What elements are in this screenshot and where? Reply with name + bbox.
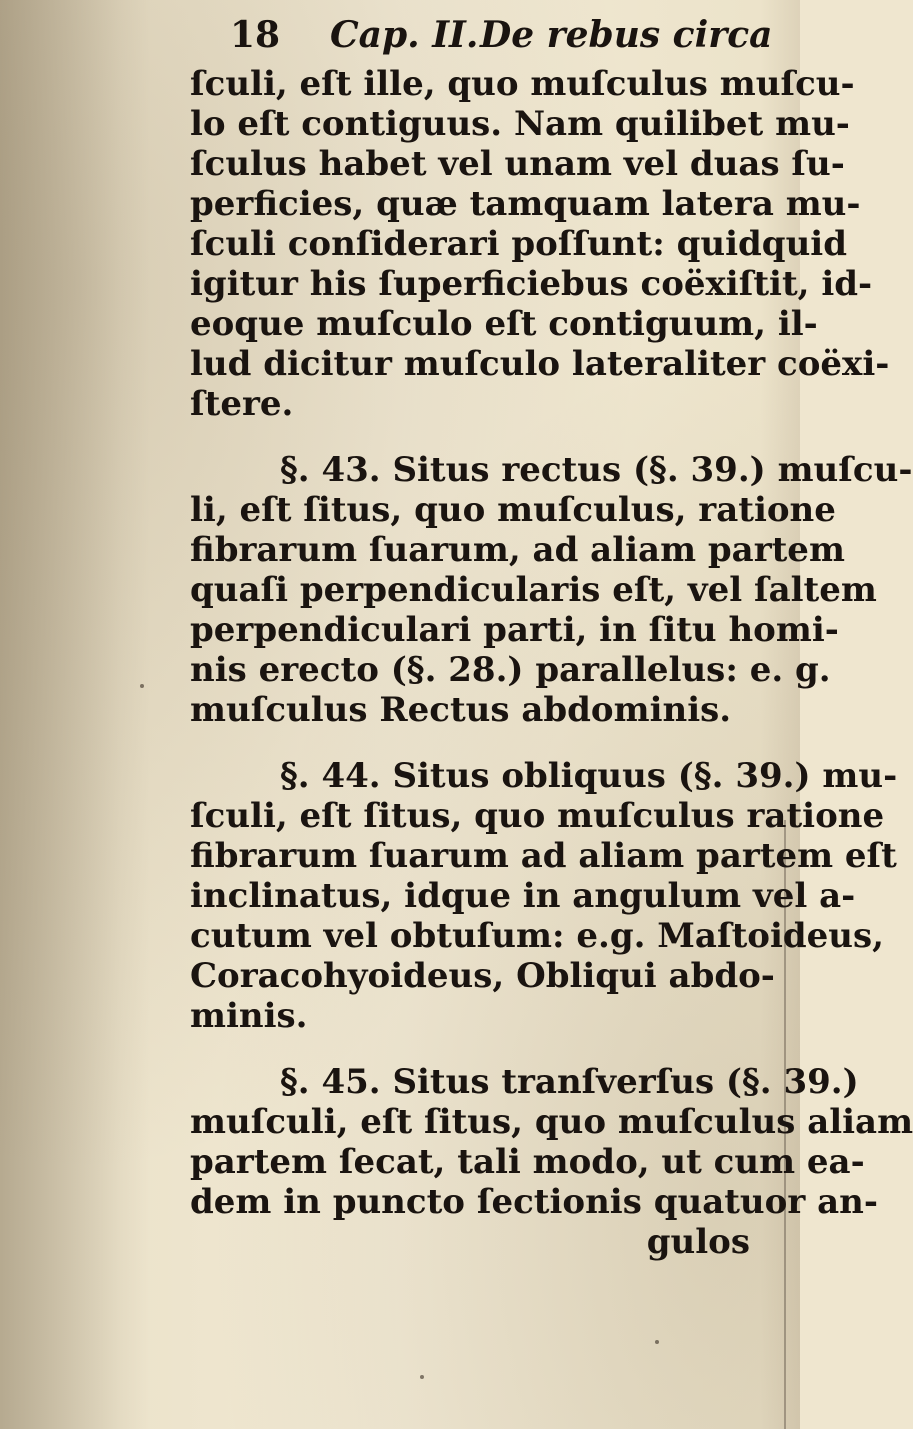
text-line: cutum vel obtuſum: e.g. Maſtoideus, <box>190 916 884 956</box>
chapter-label: Cap. II. <box>330 14 479 56</box>
text-line: muſculi, eſt ſitus, quo muſculus aliam <box>190 1102 913 1142</box>
text-line: li, eſt ſitus, quo muſculus, ratione <box>190 490 836 530</box>
text-line: ſtere. <box>190 384 294 424</box>
section-44-heading: §. 44. Situs obliquus (§. 39.) mu- <box>280 756 898 796</box>
text-line: lud dicitur muſculo lateraliter coëxi- <box>190 344 890 384</box>
text-line: ſculi, eſt ille, quo muſculus muſcu- <box>190 64 855 104</box>
ink-speck <box>420 1375 424 1379</box>
text-line: perficies, quæ tamquam latera mu- <box>190 184 861 224</box>
running-head <box>230 14 773 58</box>
page-number: 18 <box>230 14 281 56</box>
text-line: nis erecto (§. 28.) parallelus: e. g. <box>190 650 831 690</box>
text-line: ſculus habet vel unam vel duas ſu- <box>190 144 845 184</box>
text-line: igitur his ſuperficiebus coëxiſtit, id- <box>190 264 873 304</box>
body-text <box>190 64 913 1262</box>
text-line: perpendiculari parti, in ſitu homi- <box>190 610 839 650</box>
text-line: eoque muſculo eſt contiguum, il- <box>190 304 818 344</box>
running-title: De rebus circa <box>480 14 773 56</box>
text-line: fibrarum ſuarum ad aliam partem eſt <box>190 836 897 876</box>
section-45-heading: §. 45. Situs tranſverſus (§. 39.) <box>280 1062 859 1102</box>
text-line: Coracohyoideus, Obliqui abdo- <box>190 956 775 996</box>
text-line: lo eſt contiguus. Nam quilibet mu- <box>190 104 850 144</box>
section-43-heading: §. 43. Situs rectus (§. 39.) muſcu- <box>280 450 913 490</box>
ink-speck <box>655 1340 659 1344</box>
text-line: ſculi conſiderari poſſunt: quidquid <box>190 224 847 264</box>
text-line: fibrarum ſuarum, ad aliam partem <box>190 530 845 570</box>
text-line: inclinatus, idque in angulum vel a- <box>190 876 856 916</box>
text-line: partem ſecat, tali modo, ut cum ea- <box>190 1142 865 1182</box>
text-line: muſculus Rectus abdominis. <box>190 690 732 730</box>
text-line: minis. <box>190 996 308 1036</box>
catchword: gulos <box>646 1222 750 1262</box>
text-line: quaſi perpendicularis eſt, vel ſaltem <box>190 570 877 610</box>
page-shadow <box>0 0 150 1429</box>
text-line: dem in puncto ſectionis quatuor an- <box>190 1182 878 1222</box>
ink-speck <box>140 684 144 688</box>
text-line: ſculi, eſt ſitus, quo muſculus ratione <box>190 796 885 836</box>
